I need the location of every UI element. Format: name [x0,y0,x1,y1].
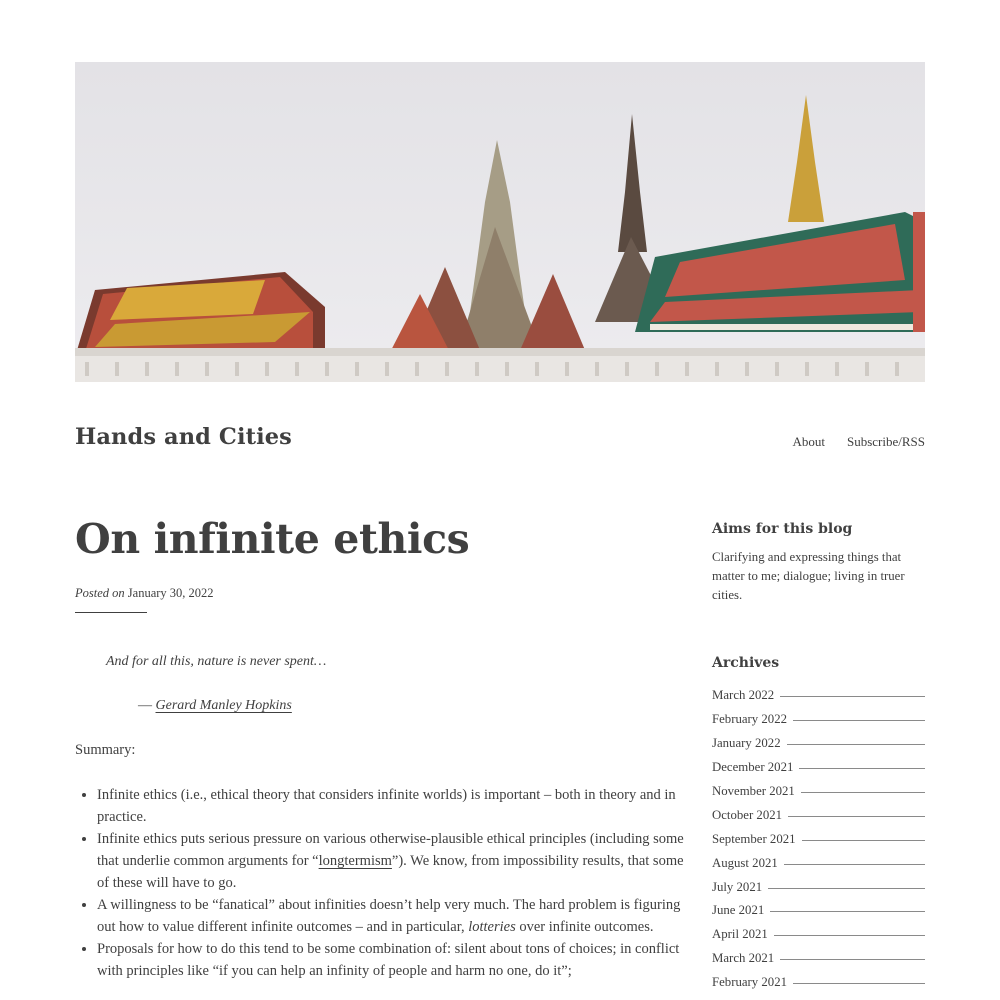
archive-item [712,971,925,995]
main-navigation [792,434,925,450]
archive-rule [784,864,925,865]
archive-rule [799,768,925,769]
longtermism-link[interactable]: longtermism [318,853,392,869]
nav-link-about[interactable]: About [792,434,825,449]
archive-rule [793,983,925,984]
archive-link[interactable]: July 2021 [712,879,763,894]
archive-rule [802,840,925,841]
archive-rule [770,911,925,912]
summary-item-text: ”). We know, from impossibility results, that some of these will have to go. [97,853,684,891]
archive-link[interactable]: February 2022 [712,712,787,727]
archive-link[interactable]: June 2021 [712,903,765,918]
nav-link-subscribe-rss[interactable]: Subscribe/RSS [846,434,925,449]
meta-divider [75,612,147,613]
archive-rule [780,696,925,697]
archive-rule [793,720,925,721]
summary-item [97,828,687,894]
summary-item [97,894,687,938]
archive-link[interactable]: November 2021 [712,784,795,798]
summary-item-text: Proposals for how to do this tend to be some combination of: silent about tons of choices; in conflict with principles like “if you can help an infinity of people and harm no one, do it”; [97,941,680,979]
summary-item-text: Infinite ethics (i.e., ethical theory that considers infinite worlds) is important – both in theory and in practice. [97,787,676,825]
archive-rule [774,935,925,936]
archives-widget-title: Archives [712,655,780,671]
epigraph: And for all this, nature is never spent… [106,654,327,669]
archive-link[interactable]: February 2021 [712,975,787,990]
archive-link[interactable]: March 2022 [712,688,775,703]
archive-item [712,780,925,804]
archives-list [712,684,925,995]
archive-item [712,899,925,923]
summary-item [97,938,687,982]
archive-item [712,756,925,780]
archive-item [712,708,925,732]
summary-item-text: Infinite ethics puts serious pressure on various otherwise-plausible ethical principles (including some that underlie common arguments for “ [97,831,684,869]
attribution-dash: — [138,698,156,713]
archive-rule [788,816,925,817]
archive-link[interactable]: August 2021 [712,855,778,870]
archive-link[interactable]: March 2021 [712,951,775,966]
archive-item [712,732,925,756]
archive-link[interactable]: April 2021 [712,927,768,942]
archive-item [712,684,925,708]
archive-link[interactable]: December 2021 [712,760,794,775]
archive-rule [787,744,925,745]
summary-item-text: over infinite outcomes. [515,919,654,935]
archive-link[interactable]: January 2022 [712,736,781,751]
archive-item [712,923,925,947]
aims-widget-title: Aims for this blog [712,521,853,537]
archive-item [712,875,925,899]
archive-link[interactable]: October 2021 [712,807,783,822]
summary-item-text: A willingness to be “fanatical” about infinities doesn’t help very much. The hard problem is figuring out how to value different infinite outcomes – and in particular, [97,897,681,935]
header-image [75,62,925,382]
summary-label: Summary: [75,742,136,758]
archive-item [712,827,925,851]
archive-rule [768,888,925,889]
posted-on-label: Posted on [75,586,125,600]
epigraph-attribution [138,698,292,714]
attribution-link[interactable]: Gerard Manley Hopkins [155,698,292,713]
summary-item [97,784,687,828]
site-title[interactable]: Hands and Cities [75,424,292,450]
archive-item [712,851,925,875]
summary-item-emphasis: lotteries [468,919,516,935]
aims-widget-text: Clarifying and expressing things that matter to me; dialogue; living in truer cities. [712,550,905,602]
summary-list [75,784,687,982]
archive-rule [780,959,925,960]
post-date-link[interactable]: January 30, 2022 [127,586,214,600]
archive-rule [801,792,925,793]
archive-link[interactable]: September 2021 [712,831,796,846]
temple-rooftops-photo [75,62,925,382]
post-title: On infinite ethics [75,515,470,563]
post-meta [75,586,214,601]
archive-item [712,947,925,971]
archive-item [712,803,925,827]
